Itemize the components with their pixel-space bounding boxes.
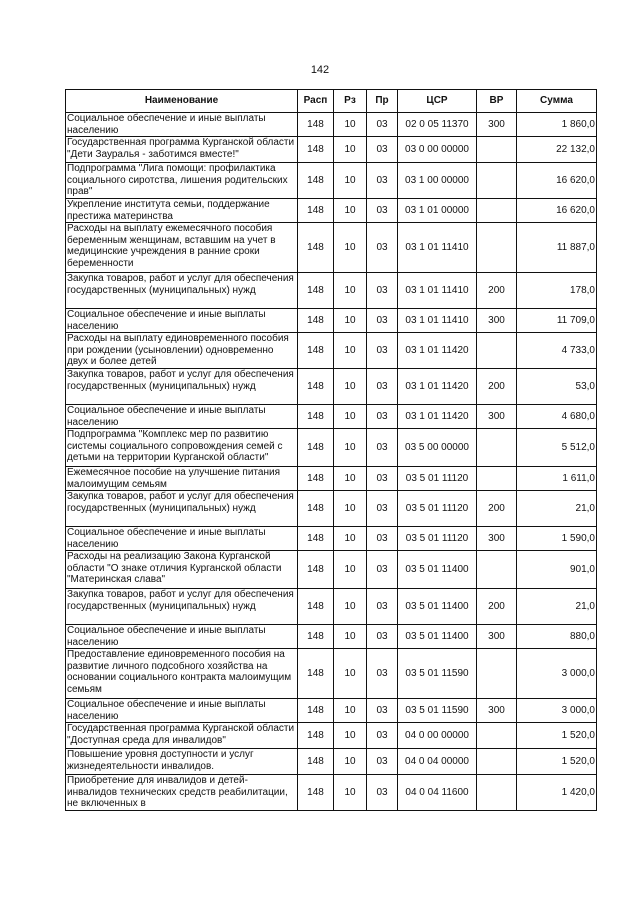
row-vr (477, 137, 517, 163)
row-sum: 11 709,0 (517, 309, 597, 333)
row-rasp: 148 (298, 589, 334, 625)
row-rasp: 148 (298, 369, 334, 405)
row-rz: 10 (334, 625, 367, 649)
row-csr: 03 1 01 11420 (398, 369, 477, 405)
header-rz: Рз (334, 90, 367, 113)
row-pr: 03 (367, 199, 398, 223)
row-rasp: 148 (298, 309, 334, 333)
row-csr: 04 0 00 00000 (398, 723, 477, 749)
row-vr (477, 163, 517, 199)
header-row (66, 90, 597, 113)
row-pr: 03 (367, 137, 398, 163)
row-vr: 300 (477, 113, 517, 137)
row-rz: 10 (334, 467, 367, 491)
row-rz: 10 (334, 429, 367, 467)
header-vr: ВР (477, 90, 517, 113)
row-name: Социальное обеспечение и иные выплаты населению (66, 113, 298, 137)
row-vr: 300 (477, 699, 517, 723)
row-rz: 10 (334, 699, 367, 723)
row-sum: 16 620,0 (517, 199, 597, 223)
row-rz: 10 (334, 775, 367, 811)
row-rz: 10 (334, 527, 367, 551)
row-name: Социальное обеспечение и иные выплаты населению (66, 527, 298, 551)
row-vr (477, 723, 517, 749)
table-row (66, 369, 597, 405)
row-rasp: 148 (298, 467, 334, 491)
row-pr: 03 (367, 467, 398, 491)
row-name: Повышение уровня доступности и услуг жизнедеятельности инвалидов. (66, 749, 298, 775)
row-name: Государственная программа Курганской области "Дети Зауралья - заботимся вместе!" (66, 137, 298, 163)
row-rz: 10 (334, 163, 367, 199)
row-name: Закупка товаров, работ и услуг для обеспечения государственных (муниципальных) нужд (66, 273, 298, 309)
row-name: Социальное обеспечение и иные выплаты населению (66, 309, 298, 333)
row-rz: 10 (334, 273, 367, 309)
table-row (66, 223, 597, 273)
row-csr: 03 1 01 11410 (398, 273, 477, 309)
row-rz: 10 (334, 551, 367, 589)
row-pr: 03 (367, 749, 398, 775)
row-name: Закупка товаров, работ и услуг для обеспечения государственных (муниципальных) нужд (66, 369, 298, 405)
row-rasp: 148 (298, 163, 334, 199)
row-pr: 03 (367, 273, 398, 309)
row-vr: 300 (477, 405, 517, 429)
row-csr: 03 5 01 11400 (398, 589, 477, 625)
row-sum: 1 611,0 (517, 467, 597, 491)
row-rasp: 148 (298, 223, 334, 273)
row-pr: 03 (367, 113, 398, 137)
row-sum: 1 520,0 (517, 749, 597, 775)
row-rasp: 148 (298, 199, 334, 223)
row-rasp: 148 (298, 491, 334, 527)
row-pr: 03 (367, 405, 398, 429)
table-row (66, 163, 597, 199)
row-rz: 10 (334, 369, 367, 405)
row-rz: 10 (334, 723, 367, 749)
table-row (66, 699, 597, 723)
row-vr (477, 775, 517, 811)
row-name: Закупка товаров, работ и услуг для обеспечения государственных (муниципальных) нужд (66, 491, 298, 527)
table-row (66, 405, 597, 429)
header-sum: Сумма (517, 90, 597, 113)
row-rasp: 148 (298, 649, 334, 699)
table-row (66, 527, 597, 551)
row-sum: 53,0 (517, 369, 597, 405)
row-csr: 03 5 01 11120 (398, 527, 477, 551)
row-csr: 04 0 04 00000 (398, 749, 477, 775)
table-row (66, 309, 597, 333)
row-csr: 03 1 00 00000 (398, 163, 477, 199)
row-sum: 16 620,0 (517, 163, 597, 199)
row-sum: 22 132,0 (517, 137, 597, 163)
row-rasp: 148 (298, 273, 334, 309)
table-row (66, 775, 597, 811)
row-rasp: 148 (298, 333, 334, 369)
row-rz: 10 (334, 223, 367, 273)
row-rasp: 148 (298, 551, 334, 589)
row-vr (477, 749, 517, 775)
row-csr: 03 5 01 11590 (398, 699, 477, 723)
row-vr (477, 429, 517, 467)
row-vr: 200 (477, 369, 517, 405)
row-rz: 10 (334, 589, 367, 625)
row-csr: 03 1 01 11420 (398, 333, 477, 369)
row-rz: 10 (334, 405, 367, 429)
row-pr: 03 (367, 527, 398, 551)
row-rasp: 148 (298, 527, 334, 551)
row-sum: 1 860,0 (517, 113, 597, 137)
row-rasp: 148 (298, 749, 334, 775)
row-sum: 178,0 (517, 273, 597, 309)
table-row (66, 429, 597, 467)
table-row (66, 589, 597, 625)
table-row (66, 749, 597, 775)
row-rz: 10 (334, 491, 367, 527)
row-vr: 200 (477, 589, 517, 625)
row-vr: 300 (477, 309, 517, 333)
row-csr: 03 5 00 00000 (398, 429, 477, 467)
row-pr: 03 (367, 551, 398, 589)
row-name: Ежемесячное пособие на улучшение питания малоимущим семьям (66, 467, 298, 491)
row-rasp: 148 (298, 625, 334, 649)
row-csr: 03 5 01 11400 (398, 551, 477, 589)
row-pr: 03 (367, 589, 398, 625)
row-rasp: 148 (298, 405, 334, 429)
row-csr: 03 0 00 00000 (398, 137, 477, 163)
row-csr: 04 0 04 11600 (398, 775, 477, 811)
table-row (66, 723, 597, 749)
row-name: Расходы на выплату ежемесячного пособия беременным женщинам, вставшим на учет в медицинские учреждения в ранние сроки беременности (66, 223, 298, 273)
row-vr (477, 467, 517, 491)
row-pr: 03 (367, 309, 398, 333)
row-pr: 03 (367, 649, 398, 699)
row-sum: 3 000,0 (517, 649, 597, 699)
row-vr: 300 (477, 527, 517, 551)
row-sum: 21,0 (517, 589, 597, 625)
row-rasp: 148 (298, 113, 334, 137)
row-pr: 03 (367, 429, 398, 467)
row-rasp: 148 (298, 137, 334, 163)
page-number: 142 (310, 64, 330, 76)
row-sum: 5 512,0 (517, 429, 597, 467)
row-name: Социальное обеспечение и иные выплаты населению (66, 625, 298, 649)
table-row (66, 333, 597, 369)
row-rz: 10 (334, 137, 367, 163)
row-name: Государственная программа Курганской области "Доступная среда для инвалидов" (66, 723, 298, 749)
row-csr: 03 5 01 11120 (398, 467, 477, 491)
row-name: Закупка товаров, работ и услуг для обеспечения государственных (муниципальных) нужд (66, 589, 298, 625)
row-rz: 10 (334, 649, 367, 699)
row-csr: 03 5 01 11120 (398, 491, 477, 527)
row-csr: 03 1 01 11410 (398, 223, 477, 273)
row-pr: 03 (367, 333, 398, 369)
row-sum: 1 590,0 (517, 527, 597, 551)
table-row (66, 491, 597, 527)
row-name: Подпрограмма "Лига помощи: профилактика социального сиротства, лишения родительских прав" (66, 163, 298, 199)
table-row (66, 113, 597, 137)
row-name: Социальное обеспечение и иные выплаты населению (66, 699, 298, 723)
row-pr: 03 (367, 699, 398, 723)
row-name: Расходы на реализацию Закона Курганской области "О знаке отличия Курганской области "Материнская слава" (66, 551, 298, 589)
table-row (66, 625, 597, 649)
row-pr: 03 (367, 775, 398, 811)
row-vr (477, 223, 517, 273)
row-vr: 200 (477, 491, 517, 527)
row-sum: 1 520,0 (517, 723, 597, 749)
row-rasp: 148 (298, 429, 334, 467)
row-rz: 10 (334, 113, 367, 137)
row-sum: 21,0 (517, 491, 597, 527)
table-row (66, 273, 597, 309)
row-vr (477, 199, 517, 223)
row-csr: 03 1 01 11420 (398, 405, 477, 429)
row-sum: 11 887,0 (517, 223, 597, 273)
table-row (66, 137, 597, 163)
header-name: Наименование (66, 90, 298, 113)
row-rasp: 148 (298, 723, 334, 749)
row-sum: 880,0 (517, 625, 597, 649)
table-header (66, 90, 597, 113)
row-pr: 03 (367, 625, 398, 649)
row-name: Приобретение для инвалидов и детей-инвалидов технических средств реабилитации, не включенных в (66, 775, 298, 811)
row-sum: 1 420,0 (517, 775, 597, 811)
table-row (66, 551, 597, 589)
row-pr: 03 (367, 163, 398, 199)
row-sum: 4 733,0 (517, 333, 597, 369)
row-name: Укрепление института семьи, поддержание престижа материнства (66, 199, 298, 223)
row-rasp: 148 (298, 699, 334, 723)
table-row (66, 467, 597, 491)
row-rz: 10 (334, 199, 367, 223)
header-csr: ЦСР (398, 90, 477, 113)
row-csr: 03 5 01 11400 (398, 625, 477, 649)
row-vr (477, 551, 517, 589)
table-row (66, 649, 597, 699)
row-rasp: 148 (298, 775, 334, 811)
row-vr (477, 333, 517, 369)
row-name: Подпрограмма "Комплекс мер по развитию системы социального сопровождения семей с детьми на территории Курганской области" (66, 429, 298, 467)
row-csr: 03 5 01 11590 (398, 649, 477, 699)
row-pr: 03 (367, 723, 398, 749)
table-row (66, 199, 597, 223)
row-csr: 03 1 01 00000 (398, 199, 477, 223)
row-vr: 200 (477, 273, 517, 309)
header-pr: Пр (367, 90, 398, 113)
row-pr: 03 (367, 491, 398, 527)
row-csr: 02 0 05 11370 (398, 113, 477, 137)
row-sum: 901,0 (517, 551, 597, 589)
row-pr: 03 (367, 369, 398, 405)
header-rasp: Расп (298, 90, 334, 113)
row-rz: 10 (334, 749, 367, 775)
row-name: Социальное обеспечение и иные выплаты населению (66, 405, 298, 429)
row-name: Предоставление единовременного пособия на развитие личного подсобного хозяйства на основании социального контракта малоимущим семьям (66, 649, 298, 699)
row-sum: 3 000,0 (517, 699, 597, 723)
row-vr: 300 (477, 625, 517, 649)
row-rz: 10 (334, 309, 367, 333)
row-sum: 4 680,0 (517, 405, 597, 429)
row-csr: 03 1 01 11410 (398, 309, 477, 333)
row-name: Расходы на выплату единовременного пособия при рождении (усыновлении) одновременно двух и более детей (66, 333, 298, 369)
budget-table (65, 89, 597, 811)
table-body (66, 113, 597, 811)
row-pr: 03 (367, 223, 398, 273)
row-rz: 10 (334, 333, 367, 369)
row-vr (477, 649, 517, 699)
